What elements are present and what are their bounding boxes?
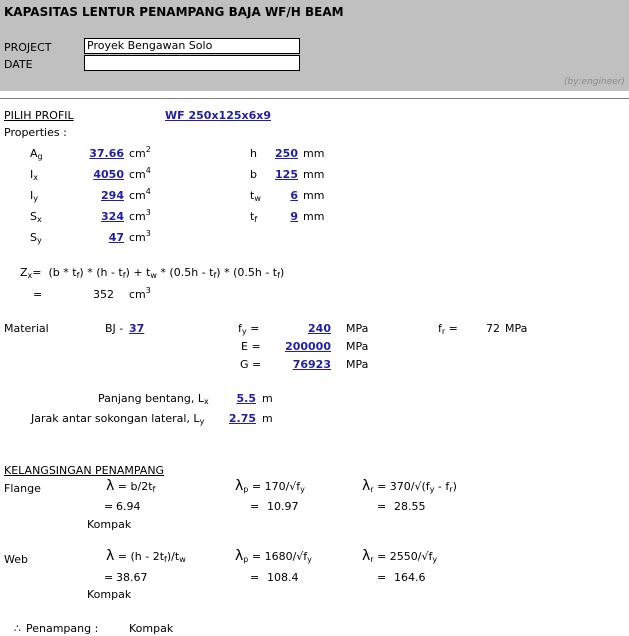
sx-value[interactable]: 324 xyxy=(101,210,124,223)
ag-value[interactable]: 37.66 xyxy=(89,147,124,160)
flange-lambda-eq: = xyxy=(104,500,114,513)
fr-symbol: $f_r$ = xyxy=(438,322,458,336)
flange-lambda-r-eq: = xyxy=(377,500,387,513)
fr-unit: MPa xyxy=(505,322,528,335)
sx-unit: $cm^3$ xyxy=(129,208,151,223)
h-symbol: h xyxy=(250,147,257,160)
b-symbol: b xyxy=(250,168,257,181)
profile-select[interactable]: WF 250x125x6x9 xyxy=(165,109,271,122)
conclusion-label: Penampang : xyxy=(26,622,99,635)
web-lambda-r-formula: $\lambda_r = 2550/√f_y$ xyxy=(362,548,438,564)
web-lambda-r-value: 164.6 xyxy=(394,571,426,584)
e-value[interactable]: 200000 xyxy=(285,340,331,353)
web-status: Kompak xyxy=(87,588,132,601)
web-lambda-p-value: 108.4 xyxy=(267,571,299,584)
lx-value[interactable]: 5.5 xyxy=(236,392,256,405)
profile-label: PILIH PROFIL xyxy=(4,109,74,122)
tf-unit: mm xyxy=(303,210,325,223)
sy-unit: $cm^3$ xyxy=(129,229,151,244)
ix-symbol: $I_x$ xyxy=(30,168,38,182)
web-lambda-r-eq: = xyxy=(377,571,387,584)
fy-symbol: $f_y$ = xyxy=(238,322,260,336)
material-label: Material xyxy=(4,322,49,335)
lx-label: Panjang bentang, $L_x$ xyxy=(98,392,209,406)
flange-lambda-formula: $\lambda = b/2t_f$ xyxy=(106,478,156,494)
e-symbol: E = xyxy=(241,340,261,353)
sy-symbol: $S_y$ xyxy=(30,231,42,245)
iy-unit: $cm^4$ xyxy=(129,187,151,202)
bj-label: BJ - xyxy=(105,322,124,335)
project-field[interactable]: Proyek Bengawan Solo xyxy=(84,38,300,54)
web-label: Web xyxy=(4,553,28,566)
zx-formula: $Z_x= (b * t_f) * (h - t_f) + t_w * (0.5h - t_f) * (0.5h - t_f)$ xyxy=(20,266,285,280)
iy-symbol: $I_y$ xyxy=(30,189,38,203)
zx-value: 352 xyxy=(93,288,114,301)
g-value[interactable]: 76923 xyxy=(292,358,331,371)
ly-label: Jarak antar sokongan lateral, $L_y$ xyxy=(31,412,205,426)
fr-value: 72 xyxy=(486,322,500,335)
properties-label: Properties : xyxy=(4,126,67,139)
lx-unit: m xyxy=(262,392,273,405)
ly-value[interactable]: 2.75 xyxy=(228,412,256,425)
flange-lambda-p-formula: $\lambda_p = 170/√f_y$ xyxy=(235,478,305,494)
flange-lambda-p-eq: = xyxy=(250,500,260,513)
therefore-icon: ∴ xyxy=(14,622,21,635)
ix-unit: $cm^4$ xyxy=(129,166,151,181)
sx-symbol: $S_x$ xyxy=(30,210,42,224)
b-unit: mm xyxy=(303,168,325,181)
flange-lambda-value: 6.94 xyxy=(116,500,141,513)
web-lambda-eq: = xyxy=(104,571,114,584)
conclusion-value: Kompak xyxy=(129,622,174,635)
b-value[interactable]: 125 xyxy=(275,168,298,181)
h-unit: mm xyxy=(303,147,325,160)
web-lambda-p-eq: = xyxy=(250,571,260,584)
tf-value[interactable]: 9 xyxy=(290,210,298,223)
h-value[interactable]: 250 xyxy=(275,147,298,160)
fy-value[interactable]: 240 xyxy=(308,322,331,335)
project-label: PROJECT xyxy=(4,41,52,54)
flange-label: Flange xyxy=(4,482,41,495)
ag-symbol: $A_g$ xyxy=(30,147,43,161)
web-lambda-value: 38.67 xyxy=(116,571,148,584)
tw-value[interactable]: 6 xyxy=(290,189,298,202)
fy-unit: MPa xyxy=(346,322,369,335)
ix-value[interactable]: 4050 xyxy=(93,168,124,181)
flange-lambda-r-value: 28.55 xyxy=(394,500,426,513)
header-divider xyxy=(0,98,629,99)
flange-lambda-r-formula: $\lambda_r = 370/√(f_y - f_r)$ xyxy=(362,478,457,494)
zx-equals: = xyxy=(33,288,43,301)
slenderness-title: KELANGSINGAN PENAMPANG xyxy=(4,464,165,477)
sheet-title: KAPASITAS LENTUR PENAMPANG BAJA WF/H BEAM xyxy=(4,5,344,19)
tw-symbol: $t_w$ xyxy=(250,189,261,203)
zx-unit: $cm^3$ xyxy=(129,286,151,301)
sy-value[interactable]: 47 xyxy=(108,231,124,244)
tf-symbol: $t_f$ xyxy=(250,210,258,224)
tw-unit: mm xyxy=(303,189,325,202)
web-lambda-p-formula: $\lambda_p = 1680/√f_y$ xyxy=(235,548,312,564)
iy-value[interactable]: 294 xyxy=(101,189,124,202)
bj-value[interactable]: 37 xyxy=(129,322,145,335)
g-unit: MPa xyxy=(346,358,369,371)
ly-unit: m xyxy=(262,412,273,425)
date-label: DATE xyxy=(4,58,33,71)
g-symbol: G = xyxy=(240,358,262,371)
flange-lambda-p-value: 10.97 xyxy=(267,500,299,513)
author-credit: (by:engineer) xyxy=(563,77,625,87)
ag-unit: $cm^2$ xyxy=(129,145,151,160)
flange-status: Kompak xyxy=(87,518,132,531)
web-lambda-formula: $\lambda = (h - 2t_f)/t_w$ xyxy=(106,548,186,564)
date-field[interactable] xyxy=(84,55,300,71)
e-unit: MPa xyxy=(346,340,369,353)
